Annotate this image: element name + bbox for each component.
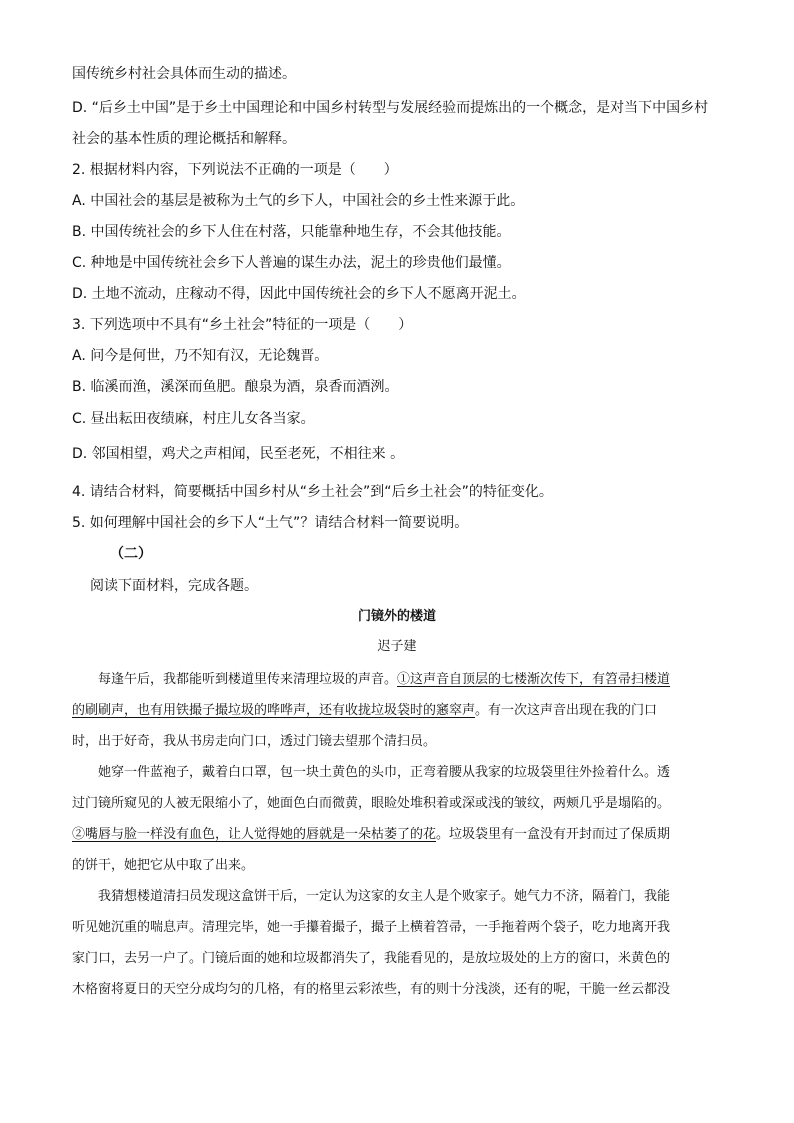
q2-option-a: A. 中国社会的基层是被称为土气的乡下人，中国社会的乡土性来源于此。 bbox=[72, 193, 525, 209]
underlined-sentence-1: ①这声音自顶层的七楼渐次传下，有笤帚扫楼道 bbox=[397, 672, 671, 687]
paragraph-2-line: 的饼干，她把它从中取了出来。 bbox=[72, 858, 255, 873]
section-heading: （二） bbox=[110, 546, 152, 562]
paragraph-1-line: 时，出于好奇，我从书房走向门口，透过门镜去望那个清扫员。 bbox=[72, 734, 437, 749]
q2-option-b: B. 中国传统社会的乡下人住在村落，只能靠种地生存，不会其他技能。 bbox=[72, 224, 511, 240]
paragraph-1-line bbox=[72, 701, 722, 721]
paragraph-2-text: 。垃圾袋里有一盒没有开封而过了保质期 bbox=[436, 827, 671, 842]
paragraph-1-text: 。有一次这声音出现在我的门口 bbox=[475, 703, 658, 718]
paragraph-3-line: 我猜想楼道清扫员发现这盒饼干后，一定认为这家的女主人是个败家子。她气力不济，隔着门，我能 bbox=[98, 889, 671, 904]
q2-option-d: D. 土地不流动，庄稼动不得，因此中国传统社会的乡下人不愿离开泥土。 bbox=[72, 286, 526, 302]
q1-tail-text: 国传统乡村社会具体而生动的描述。 bbox=[72, 66, 296, 82]
story-title: 门镜外的楼道 bbox=[357, 609, 436, 624]
q2-stem: 2. 根据材料内容，下列说法不正确的一项是（ ） bbox=[72, 162, 398, 178]
paragraph-1-line bbox=[72, 670, 722, 690]
reading-intro: 阅读下面材料，完成各题。 bbox=[90, 578, 258, 594]
q3-option-a: A. 问今是何世，乃不知有汉，无论魏晋。 bbox=[72, 348, 329, 364]
q3-option-d: D. 邻国相望，鸡犬之声相闻，民至老死，不相往来 。 bbox=[72, 446, 405, 462]
paragraph-3-line: 听见她沉重的喘息声。清理完毕，她一手攥着撮子，撮子上横着笤帚，一手拖着两个袋子，吃力地离开我 bbox=[72, 920, 671, 935]
paragraph-2-line bbox=[72, 825, 722, 845]
q4-question: 4. 请结合材料，简要概括中国乡村从“乡土社会”到“后乡土社会”的特征变化。 bbox=[72, 484, 553, 500]
paragraph-3-line: 木格窗将夏日的天空分成均匀的几格，有的格里云彩浓些，有的则十分浅淡，还有的呢，干脆一丝云都没 bbox=[72, 982, 671, 997]
paragraph-2-line: 她穿一件蓝袍子，戴着白口罩，包一块土黄色的头巾，正弯着腰从我家的垃圾袋里往外捡着什么。透 bbox=[98, 765, 671, 780]
paragraph-3-line: 家门口，去另一户了。门镜后面的她和垃圾都消失了，我能看见的，是放垃圾处的上方的窗口，米黄色的 bbox=[72, 951, 671, 966]
q1-option-d-line2: 社会的基本性质的理论概括和解释。 bbox=[72, 131, 296, 147]
paragraph-2-line: 过门镜所窥见的人被无限缩小了，她面色白而微黄，眼睑处堆积着或深或浅的皱纹，两颊几乎是塌陷的。 bbox=[72, 796, 671, 811]
q3-stem: 3. 下列选项中不具有“乡土社会”特征的一项是（ ） bbox=[72, 317, 413, 333]
q2-option-c: C. 种地是中国传统社会乡下人普遍的谋生办法，泥土的珍贵他们最懂。 bbox=[72, 255, 511, 271]
story-author: 迟子建 bbox=[377, 639, 417, 654]
q1-option-d-line1: D. “后乡土中国”是于乡土中国理论和中国乡村转型与发展经验而提炼出的一个概念，是对当下中国乡村 bbox=[72, 100, 709, 116]
underlined-sentence-1: 的刷刷声，也有用铁撮子撮垃圾的哗哗声，还有收拢垃圾袋时的窸窣声 bbox=[72, 703, 476, 718]
q3-option-c: C. 昼出耘田夜绩麻，村庄儿女各当家。 bbox=[72, 411, 315, 427]
paragraph-1-text: 每逢午后，我都能听到楼道里传来清理垃圾的声音。 bbox=[98, 672, 398, 687]
q5-question: 5. 如何理解中国社会的乡下人“土气”？请结合材料一简要说明。 bbox=[72, 515, 469, 531]
underlined-sentence-2: ②嘴唇与脸一样没有血色，让人觉得她的唇就是一朵枯萎了的花 bbox=[72, 827, 437, 842]
q3-option-b: B. 临溪而渔，溪深而鱼肥。酿泉为酒，泉香而酒洌。 bbox=[72, 379, 399, 395]
